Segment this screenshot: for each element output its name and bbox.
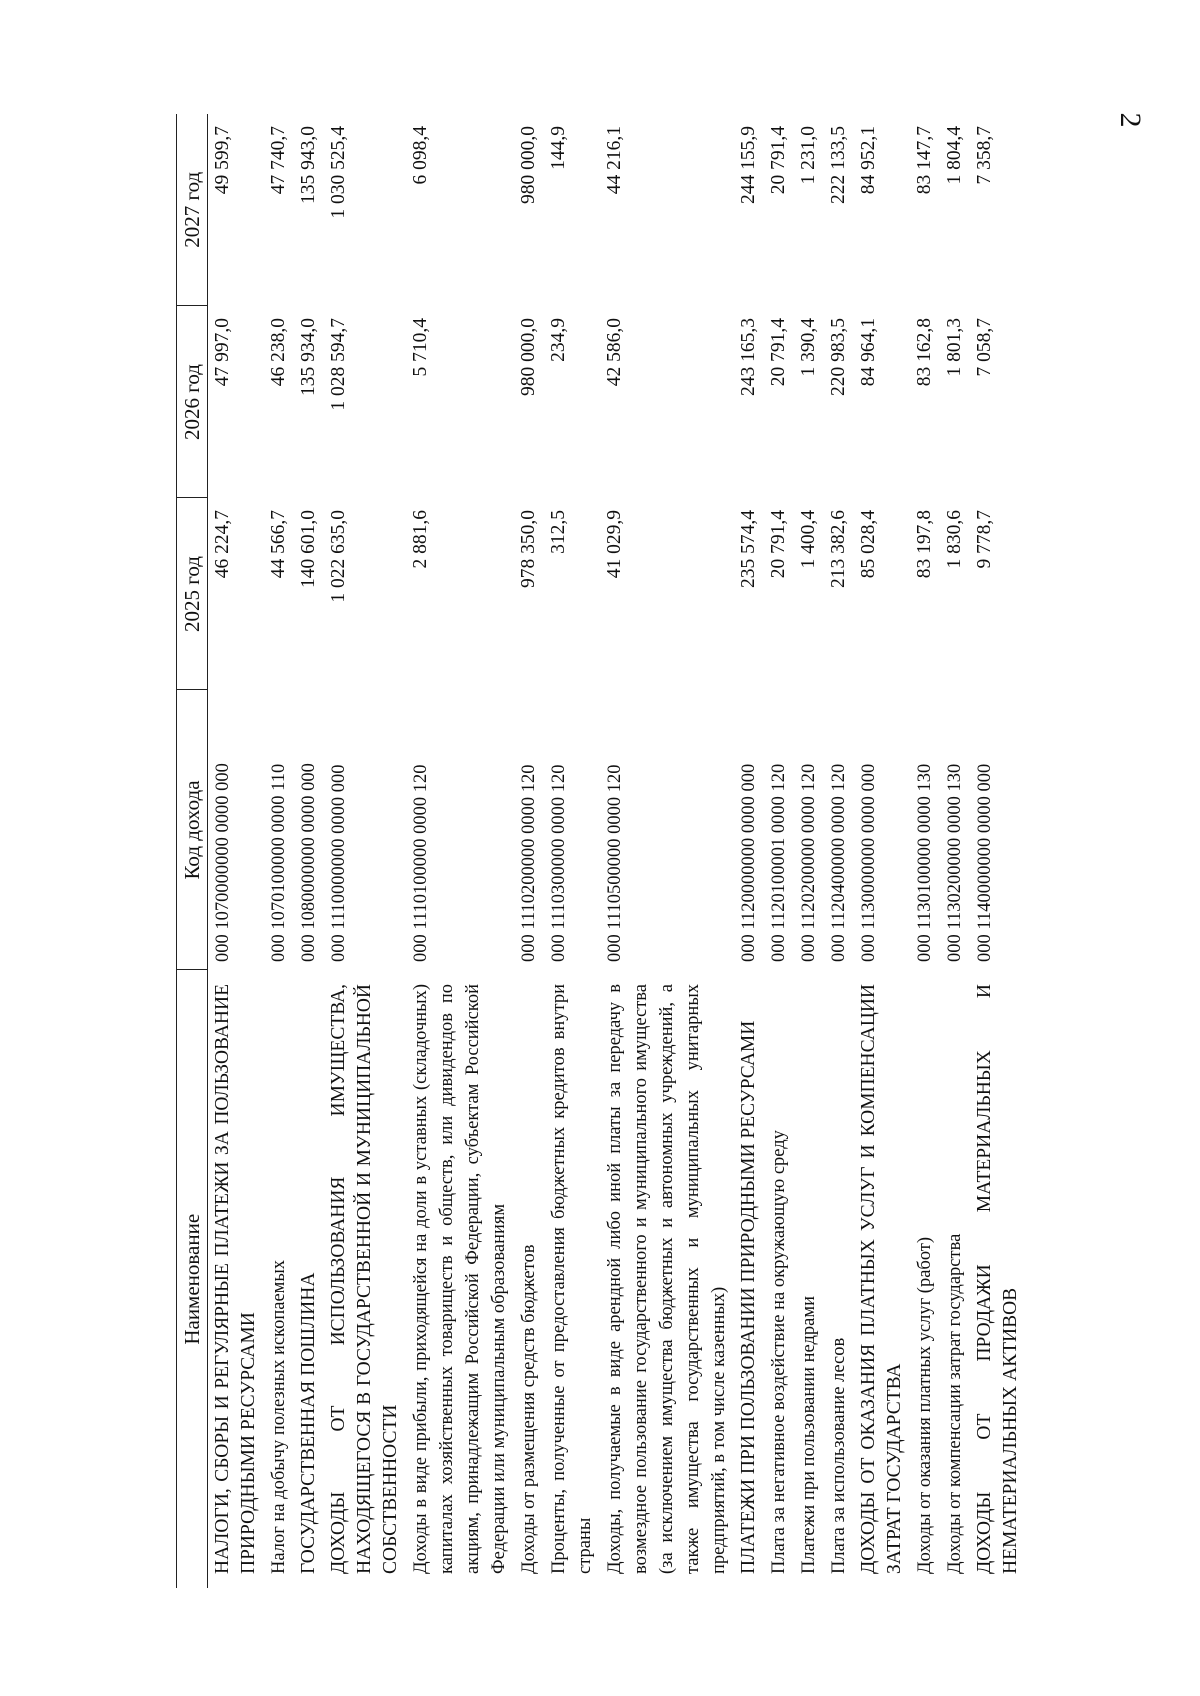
row-value-2025: 46 224,7 <box>212 510 233 579</box>
row-value-2025: 235 574,4 <box>738 510 759 588</box>
row-value-2026: 220 983,5 <box>828 318 849 396</box>
row-value-2027: 1 030 525,4 <box>328 126 349 219</box>
row-value-2026: 243 165,3 <box>738 318 759 396</box>
row-code: 000 1110200000 0000 120 <box>519 764 539 962</box>
row-value-2027: 44 216,1 <box>604 126 625 195</box>
row-name: Доходы от размещения средств бюджетов <box>519 1244 539 1574</box>
row-name: ПЛАТЕЖИ ПРИ ПОЛЬЗОВАНИИ ПРИРОДНЫМИ РЕСУРСАМИ <box>738 1020 759 1574</box>
row-value-2027: 222 133,5 <box>828 126 849 204</box>
table-row <box>794 114 824 1588</box>
row-value-2026: 7 058,7 <box>974 318 995 377</box>
row-value-2025: 140 601,0 <box>298 510 319 588</box>
page-number: 2 <box>1114 112 1147 128</box>
table-header-row <box>177 114 208 1588</box>
table-row <box>544 114 600 1588</box>
row-value-2025: 20 791,4 <box>768 510 789 579</box>
row-value-2025: 41 029,9 <box>604 510 625 579</box>
row-value-2027: 6 098,4 <box>410 126 431 185</box>
row-name: Плата за негативное воздействие на окружающую среду <box>769 1130 789 1574</box>
row-name: НАЛОГИ, СБОРЫ И РЕГУЛЯРНЫЕ ПЛАТЕЖИ ЗА ПОЛЬЗОВАНИЕ ПРИРОДНЫМИ РЕСУРСАМИ <box>212 984 259 1574</box>
row-value-2025: 85 028,4 <box>858 510 879 579</box>
table-row <box>764 114 794 1588</box>
row-value-2026: 46 238,0 <box>268 318 289 387</box>
row-code: 000 1120400000 0000 120 <box>829 763 849 962</box>
row-value-2027: 135 943,0 <box>298 126 319 204</box>
row-code: 000 1070100000 0000 110 <box>269 763 289 962</box>
table-row <box>824 114 854 1588</box>
row-value-2026: 1 801,3 <box>944 318 965 377</box>
row-value-2027: 84 952,1 <box>858 126 879 195</box>
row-value-2027: 47 740,7 <box>268 126 289 195</box>
table-row <box>324 114 406 1588</box>
row-value-2027: 83 147,7 <box>914 126 935 195</box>
row-value-2027: 20 791,4 <box>768 126 789 195</box>
revenue-table <box>176 114 1026 1588</box>
row-name: Плата за использование лесов <box>829 1337 849 1574</box>
row-value-2025: 1 022 635,0 <box>328 510 349 603</box>
table-row <box>264 114 294 1588</box>
row-code: 000 1130100000 0000 130 <box>915 763 935 962</box>
table-row <box>854 114 910 1588</box>
row-code: 000 1110300000 0000 120 <box>549 764 569 962</box>
row-code: 000 1120100001 0000 120 <box>769 763 789 962</box>
table-row <box>970 114 1026 1588</box>
header-code: Код дохода <box>177 690 208 970</box>
row-name: ДОХОДЫ ОТ ОКАЗАНИЯ ПЛАТНЫХ УСЛУГ И КОМПЕНСАЦИИ ЗАТРАТ ГОСУДАРСТВА <box>858 984 905 1574</box>
row-code: 000 1080000000 0000 000 <box>299 763 319 962</box>
header-2026: 2026 год <box>177 306 208 498</box>
row-name: Доходы в виде прибыли, приходящейся на доли в уставных (складочных) капиталах хозяйственных товариществ и обществ, или дивидендов по акциям, принадлежащим Российской Федерации, субъектам Российской Федерации или муниципальным образованиям <box>411 984 509 1574</box>
row-code: 000 1130000000 0000 000 <box>859 763 879 962</box>
header-2027: 2027 год <box>177 114 208 306</box>
row-code: 000 1070000000 0000 000 <box>213 763 233 962</box>
row-value-2026: 20 791,4 <box>768 318 789 387</box>
row-name: Налог на добычу полезных ископаемых <box>269 1259 289 1574</box>
row-value-2025: 44 566,7 <box>268 510 289 579</box>
row-value-2027: 1 231,0 <box>798 126 819 185</box>
row-value-2026: 1 028 594,7 <box>328 318 349 411</box>
row-code: 000 1110500000 0000 120 <box>605 764 625 962</box>
row-name: Проценты, полученные от предоставления бюджетных кредитов внутри страны <box>549 984 595 1574</box>
row-code: 000 1130200000 0000 130 <box>945 763 965 962</box>
row-value-2025: 2 881,6 <box>410 510 431 569</box>
row-value-2026: 83 162,8 <box>914 318 935 387</box>
row-value-2027: 49 599,7 <box>212 126 233 195</box>
row-value-2027: 7 358,7 <box>974 126 995 185</box>
table-row <box>910 114 940 1588</box>
header-2025: 2025 год <box>177 498 208 690</box>
row-value-2026: 42 586,0 <box>604 318 625 387</box>
row-name: ДОХОДЫ ОТ ИСПОЛЬЗОВАНИЯ ИМУЩЕСТВА, НАХОДЯЩЕГОСЯ В ГОСУДАРСТВЕННОЙ И МУНИЦИПАЛЬНОЙ СОБСТВЕННОСТИ <box>328 984 401 1574</box>
row-value-2025: 83 197,8 <box>914 510 935 579</box>
row-name: Доходы от оказания платных услуг (работ) <box>915 1236 935 1574</box>
row-value-2026: 47 997,0 <box>212 318 233 387</box>
row-value-2025: 9 778,7 <box>974 510 995 569</box>
row-name: ДОХОДЫ ОТ ПРОДАЖИ МАТЕРИАЛЬНЫХ И НЕМАТЕРИАЛЬНЫХ АКТИВОВ <box>974 984 1021 1574</box>
row-value-2025: 1 830,6 <box>944 510 965 569</box>
row-value-2026: 234,9 <box>548 318 569 362</box>
table-row <box>514 114 544 1588</box>
table-row <box>294 114 324 1588</box>
row-code: 000 1120200000 0000 120 <box>799 763 819 962</box>
rotated-page-content <box>176 114 1021 1588</box>
table-row <box>600 114 734 1588</box>
row-code: 000 1110100000 0000 120 <box>411 764 431 962</box>
row-value-2025: 978 350,0 <box>518 510 539 588</box>
row-value-2026: 84 964,1 <box>858 318 879 387</box>
row-value-2025: 213 382,6 <box>828 510 849 588</box>
row-name: ГОСУДАРСТВЕННАЯ ПОШЛИНА <box>298 1272 319 1574</box>
row-value-2027: 144,9 <box>548 126 569 170</box>
table-row <box>940 114 970 1588</box>
row-value-2026: 135 934,0 <box>298 318 319 396</box>
table-row <box>208 114 265 1588</box>
row-value-2025: 1 400,4 <box>798 510 819 569</box>
row-code: 000 1120000000 0000 000 <box>739 763 759 962</box>
row-value-2026: 1 390,4 <box>798 318 819 377</box>
row-value-2027: 980 000,0 <box>518 126 539 204</box>
row-code: 000 1110000000 0000 000 <box>329 764 349 962</box>
row-code: 000 1140000000 0000 000 <box>975 763 995 962</box>
row-name: Доходы от компенсации затрат государства <box>945 1233 965 1574</box>
header-name: Наименование <box>177 970 208 1588</box>
row-value-2026: 5 710,4 <box>410 318 431 377</box>
row-value-2026: 980 000,0 <box>518 318 539 396</box>
row-value-2025: 312,5 <box>548 510 569 554</box>
row-name: Доходы, получаемые в виде арендной либо иной платы за передачу в возмездное пользование государственного и муниципального имущества (за исключением имущества бюджетных и автономных учреждений, а также имущества государственных и муниципальных унитарных предприятий, в том числе казенных) <box>605 984 729 1574</box>
row-value-2027: 244 155,9 <box>738 126 759 204</box>
row-name: Платежи при пользовании недрами <box>799 1295 819 1574</box>
table-row <box>406 114 514 1588</box>
table-row <box>734 114 764 1588</box>
row-value-2027: 1 804,4 <box>944 126 965 185</box>
